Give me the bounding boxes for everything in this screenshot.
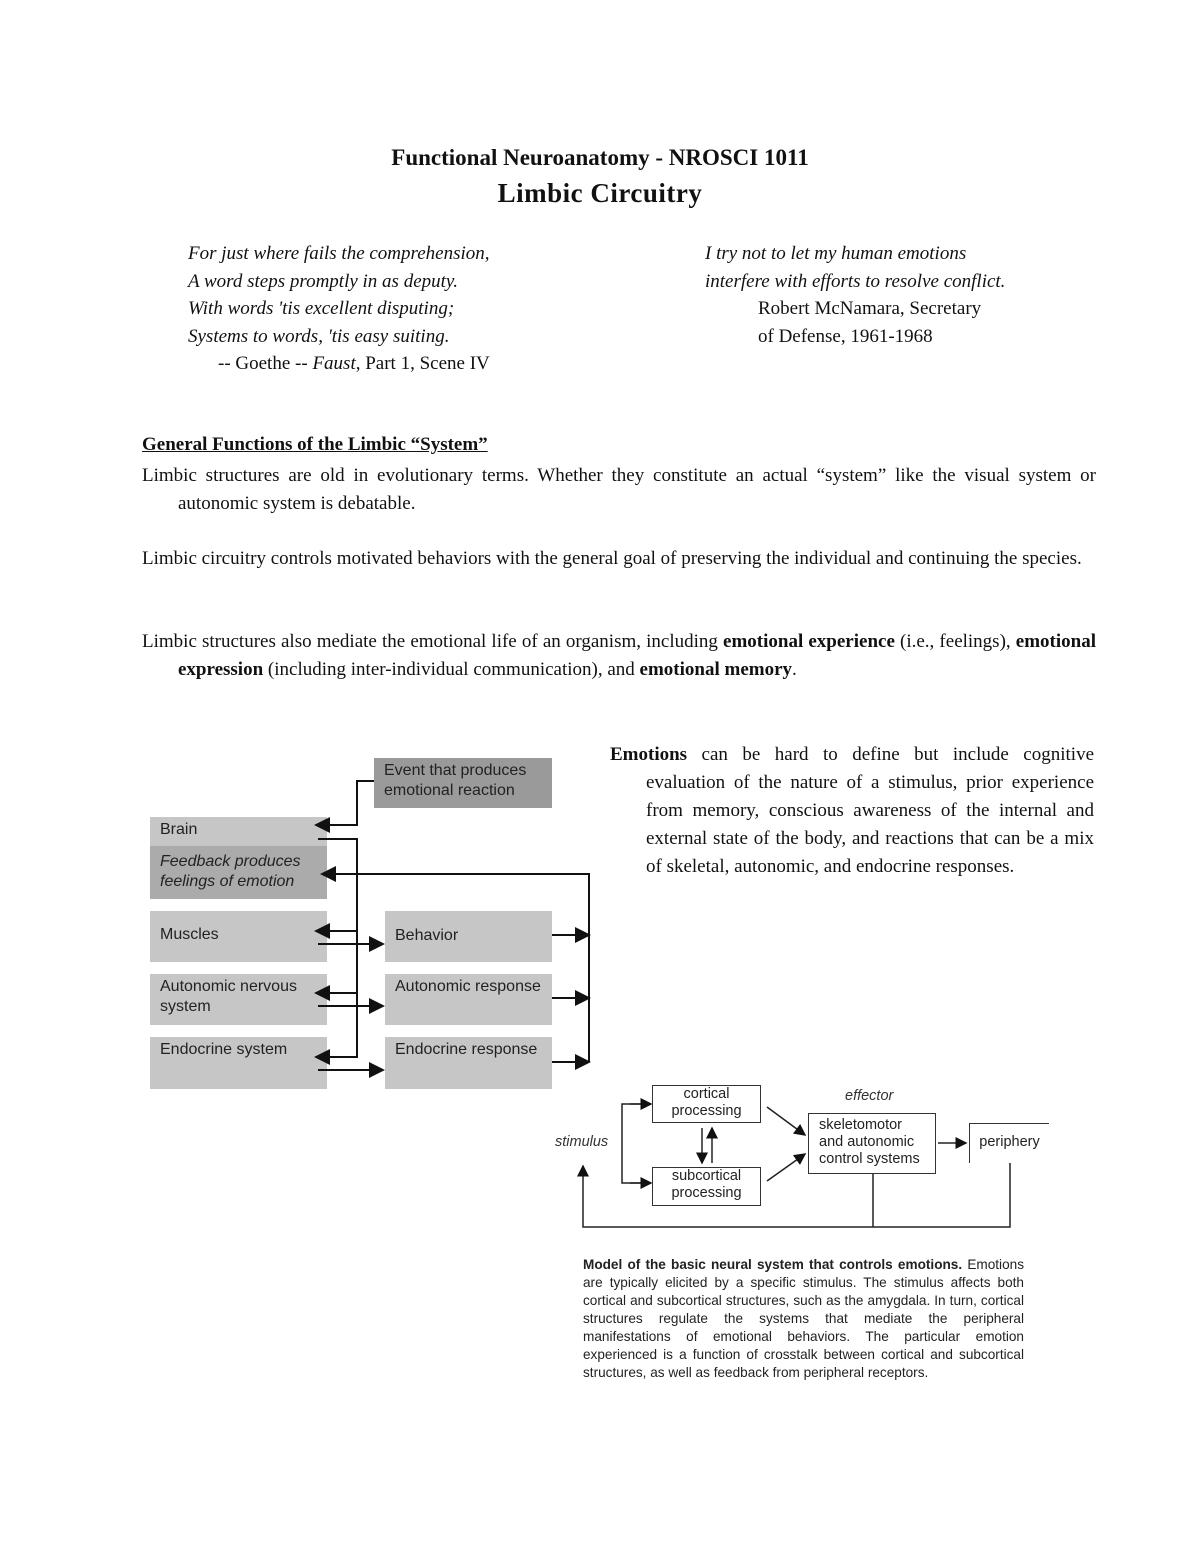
quote-line: A word steps promptly in as deputy. — [188, 270, 459, 292]
quote-line: Systems to words, 'tis easy suiting. — [188, 325, 450, 347]
paragraph: Limbic circuitry controls motivated behaviors with the general goal of preserving the individual and continuing the species. — [142, 548, 1082, 569]
section-heading: General Functions of the Limbic “System” — [142, 434, 488, 455]
bold-term: emotional memory — [639, 659, 793, 680]
quote-attribution: Robert McNamara, Secretary — [758, 298, 982, 319]
behavior-box: Behavior — [385, 911, 552, 962]
caption-body: Emotions are typically elicited by a specific stimulus. The stimulus affects both cortical and subcortical structures, such as the amygdala. In turn, cortical structures regulate the systems that mediate the peripheral manifestations of emotional behaviors. The particular emotion experienced is a function of crosstalk between cortical and subcortical structures, as well as feedback from peripheral receptors. — [583, 1257, 1024, 1380]
paragraph: Limbic structures are old in evolutionary terms. Whether they constitute an actual “system” like the visual system or autonomic system is debatable. — [142, 465, 1096, 514]
endocrine-box: Endocrine system — [150, 1037, 327, 1089]
attr-work: Faust — [312, 353, 356, 374]
stimulus-label: stimulus — [555, 1134, 609, 1150]
emotion-model-arrows — [583, 1104, 1010, 1227]
text: can be hard to define but include cognitive evaluation of the nature of a stimulus, prior experience from memory, conscious awareness of the internal and external state of the body, and reactions that can be a mix of skeletal, autonomic, and endocrine responses. — [646, 744, 1094, 877]
muscles-box: Muscles — [150, 911, 327, 962]
autonomic-response-box: Autonomic response — [385, 974, 552, 1025]
bold-term: emotional experience — [723, 631, 895, 652]
page-title: Limbic Circuitry — [497, 178, 703, 208]
quote-attribution: of Defense, 1961-1968 — [758, 325, 933, 347]
bold-term: Emotions — [610, 744, 688, 765]
caption-title: Model of the basic neural system that controls emotions. — [583, 1257, 963, 1272]
endocrine-response-box: Endocrine response — [385, 1037, 552, 1089]
ans-box: Autonomic nervous system — [150, 974, 327, 1025]
cortical-box: cortical processing — [652, 1085, 761, 1123]
quote-line: I try not to let my human emotions — [705, 243, 967, 264]
figure-caption — [583, 1256, 1024, 1382]
subcortical-box: subcortical processing — [652, 1167, 761, 1206]
attr-text: -- Goethe -- — [218, 353, 313, 374]
event-box: Event that produces emotional reaction — [374, 758, 552, 808]
skeletomotor-box: skeletomotor and autonomic control systems — [808, 1113, 936, 1174]
limbic-arrows — [316, 781, 589, 1070]
periphery-box: periphery — [969, 1123, 1049, 1163]
brain-box: Brain — [150, 817, 327, 846]
text: (including inter-individual communication), and — [263, 659, 640, 680]
feedback-box: Feedback produces feelings of emotion — [150, 846, 327, 899]
text: . — [792, 659, 797, 680]
text: (i.e., feelings), — [894, 631, 1016, 652]
quote-line: For just where fails the comprehension, — [188, 243, 490, 264]
bold-term: emotional expression — [178, 631, 1096, 680]
quote-line: With words 'tis excellent disputing; — [188, 298, 455, 319]
course-title: Functional Neuroanatomy - NROSCI 1011 — [391, 145, 809, 170]
attr-text: , Part 1, Scene IV — [355, 353, 490, 374]
effector-label: effector — [845, 1088, 894, 1104]
text: Limbic structures also mediate the emotional life of an organism, including — [142, 631, 724, 652]
quote-line: interfere with efforts to resolve conflict. — [705, 270, 1006, 292]
